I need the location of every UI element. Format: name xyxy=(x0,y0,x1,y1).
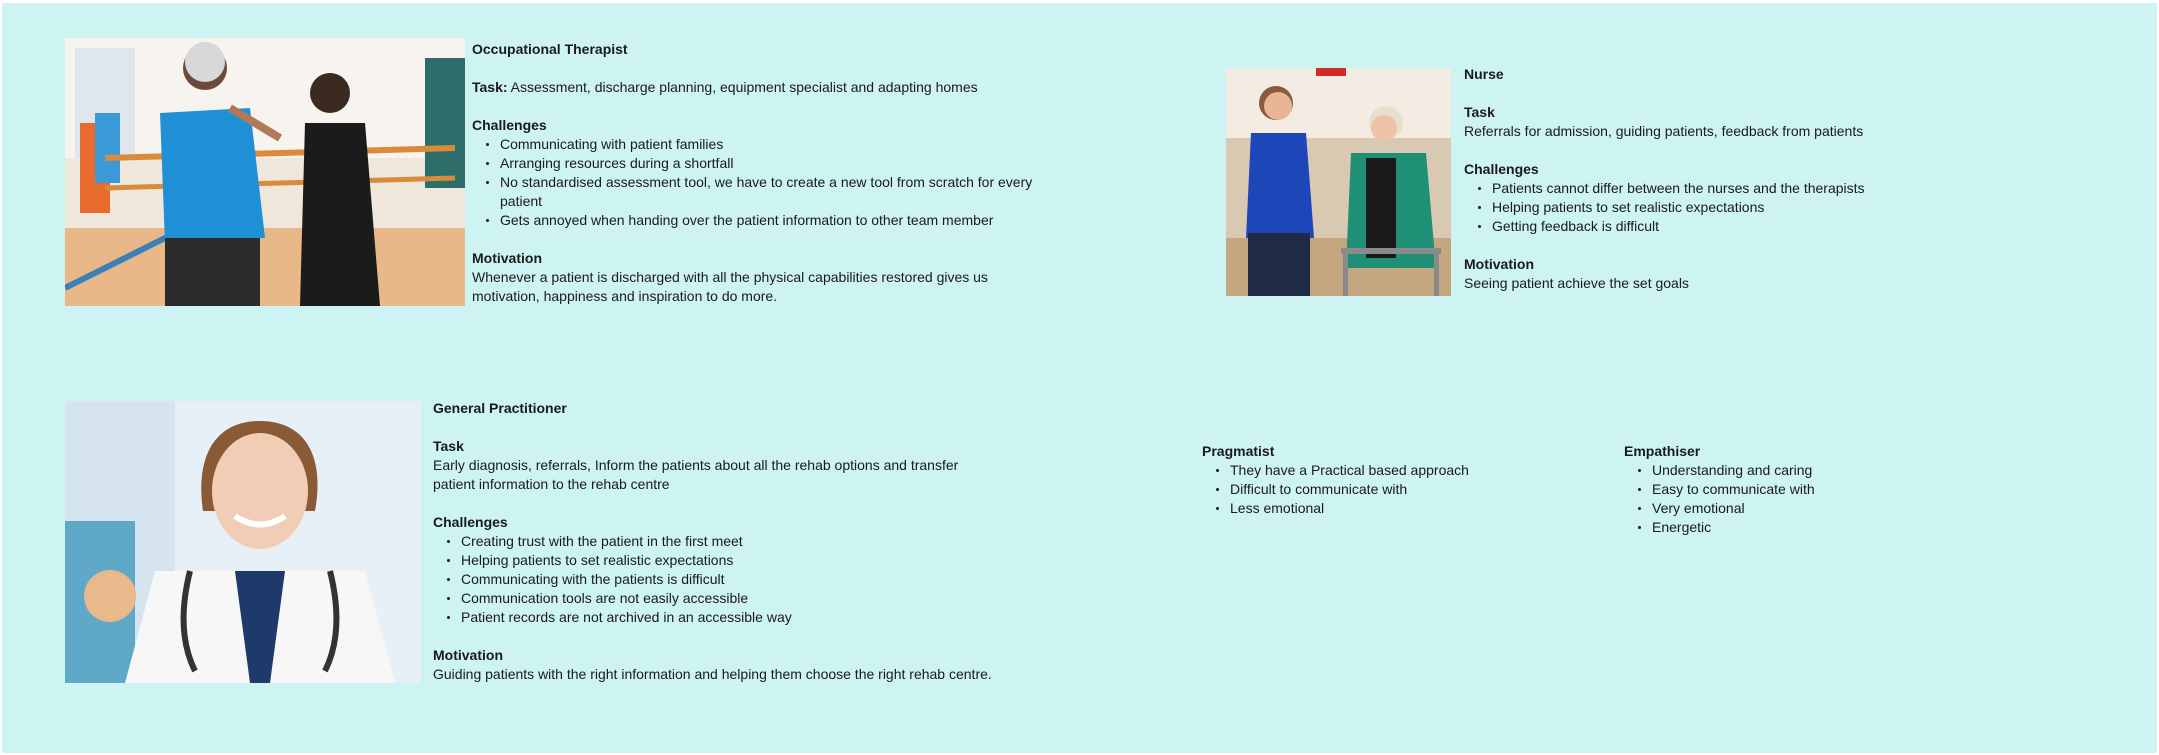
pragmatist-heading: Pragmatist xyxy=(1202,443,1275,459)
task-heading: Task xyxy=(433,438,464,454)
motivation-text: Seeing patient achieve the set goals xyxy=(1464,275,1689,291)
persona-title: Occupational Therapist xyxy=(472,41,628,57)
challenges-list xyxy=(433,532,1023,627)
persona-board xyxy=(2,3,2157,753)
challenges-list xyxy=(1464,179,1984,236)
list-item: They have a Practical based approach xyxy=(1230,461,1562,480)
list-item: Very emotional xyxy=(1652,499,1924,518)
empathiser-traits xyxy=(1624,442,1924,556)
list-item: Patient records are not archived in an accessible way xyxy=(461,608,1023,627)
list-item: Difficult to communicate with xyxy=(1230,480,1562,499)
list-item: Understanding and caring xyxy=(1652,461,1924,480)
empathiser-heading: Empathiser xyxy=(1624,443,1701,459)
list-item: No standardised assessment tool, we have to create a new tool from scratch for every patient xyxy=(500,173,1042,211)
pragmatist-list xyxy=(1202,461,1562,518)
occupational-therapist-photo xyxy=(65,38,465,306)
list-item: Energetic xyxy=(1652,518,1924,537)
pragmatist-traits xyxy=(1202,442,1562,537)
challenges-heading: Challenges xyxy=(433,514,508,530)
list-item: Communication tools are not easily accessible xyxy=(461,589,1023,608)
list-item: Arranging resources during a shortfall xyxy=(500,154,1042,173)
task-text: Early diagnosis, referrals, Inform the patients about all the rehab options and transfer patient information to the rehab centre xyxy=(433,457,959,492)
list-item: Less emotional xyxy=(1230,499,1562,518)
task-heading: Task xyxy=(1464,104,1495,120)
nurse-photo xyxy=(1226,68,1451,296)
challenges-heading: Challenges xyxy=(1464,161,1539,177)
general-practitioner-photo xyxy=(65,401,421,683)
task-label: Task: xyxy=(472,79,508,95)
list-item: Gets annoyed when handing over the patient information to other team member xyxy=(500,211,1042,230)
list-item: Patients cannot differ between the nurses and the therapists xyxy=(1492,179,1984,198)
list-item: Communicating with the patients is difficult xyxy=(461,570,1023,589)
challenges-heading: Challenges xyxy=(472,117,547,133)
list-item: Helping patients to set realistic expectations xyxy=(1492,198,1984,217)
list-item: Easy to communicate with xyxy=(1652,480,1924,499)
empathiser-list xyxy=(1624,461,1924,537)
list-item: Getting feedback is difficult xyxy=(1492,217,1984,236)
nurse-persona xyxy=(1464,65,1984,293)
challenges-list xyxy=(472,135,1042,230)
occupational-therapist-persona xyxy=(472,40,1042,306)
list-item: Helping patients to set realistic expectations xyxy=(461,551,1023,570)
task-text: Referrals for admission, guiding patients, feedback from patients xyxy=(1464,123,1864,139)
motivation-heading: Motivation xyxy=(472,250,542,266)
motivation-heading: Motivation xyxy=(433,647,503,663)
motivation-text: Guiding patients with the right information and helping them choose the right rehab centre. xyxy=(433,666,992,682)
list-item: Creating trust with the patient in the first meet xyxy=(461,532,1023,551)
persona-task xyxy=(472,78,1042,97)
persona-title: General Practitioner xyxy=(433,400,567,416)
task-text: Assessment, discharge planning, equipment specialist and adapting homes xyxy=(507,79,978,95)
list-item: Communicating with patient families xyxy=(500,135,1042,154)
general-practitioner-persona xyxy=(433,399,1023,684)
motivation-text: Whenever a patient is discharged with all the physical capabilities restored gives us motivation, happiness and inspiration to do more. xyxy=(472,269,988,304)
motivation-heading: Motivation xyxy=(1464,256,1534,272)
persona-title: Nurse xyxy=(1464,66,1504,82)
